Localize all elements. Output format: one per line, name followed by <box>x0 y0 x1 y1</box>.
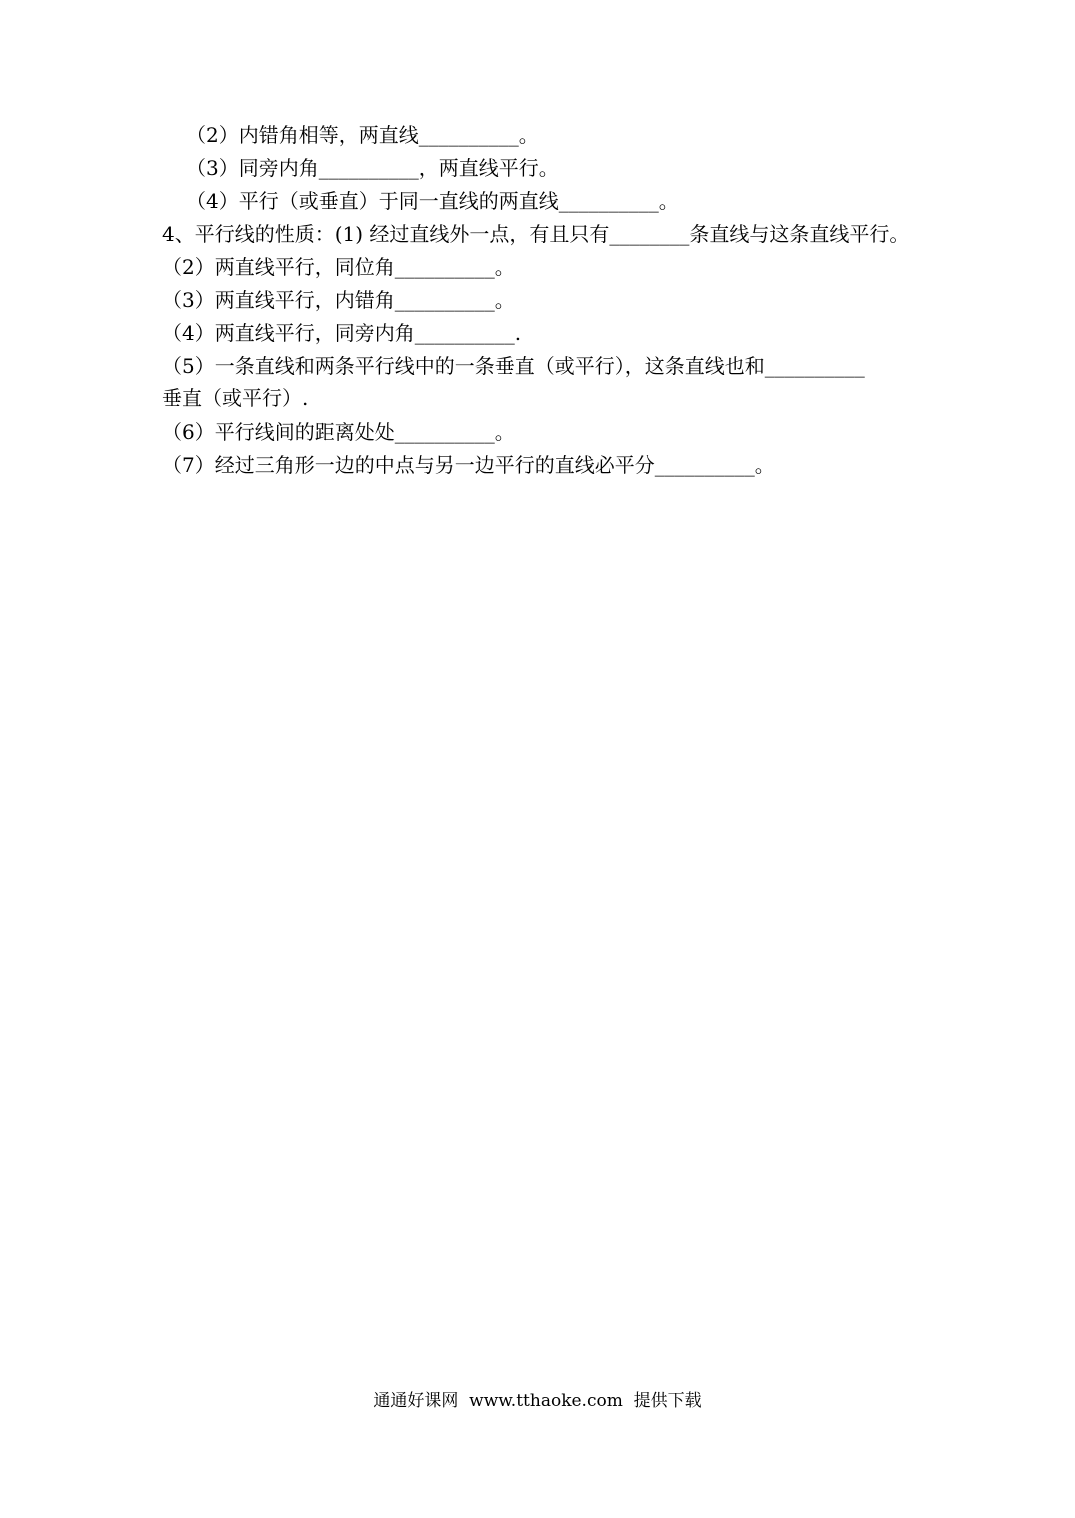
text-line: （6）平行线间的距离处处__________。 <box>162 420 515 444</box>
text-line: （4）平行（或垂直）于同一直线的两直线__________。 <box>186 189 679 213</box>
text-line: （7）经过三角形一边的中点与另一边平行的直线必平分__________。 <box>162 453 775 477</box>
text-line: （2）两直线平行，同位角__________。 <box>162 255 515 279</box>
text-line: 垂直（或平行）. <box>162 386 309 410</box>
text-line: （4）两直线平行，同旁内角__________. <box>162 321 522 345</box>
text-line: （3）同旁内角__________，两直线平行。 <box>186 156 559 180</box>
text-line: （3）两直线平行，内错角__________。 <box>162 288 515 312</box>
text-line: （2）内错角相等，两直线__________。 <box>186 123 539 147</box>
text-line: （5）一条直线和两条平行线中的一条垂直（或平行），这条直线也和__________ <box>162 354 865 378</box>
page-footer: 通通好课网 www.tthaoke.com 提供下载 <box>373 1391 702 1411</box>
text-line: 4、平行线的性质：(1) 经过直线外一点，有且只有________条直线与这条直线平行。 <box>162 222 910 246</box>
